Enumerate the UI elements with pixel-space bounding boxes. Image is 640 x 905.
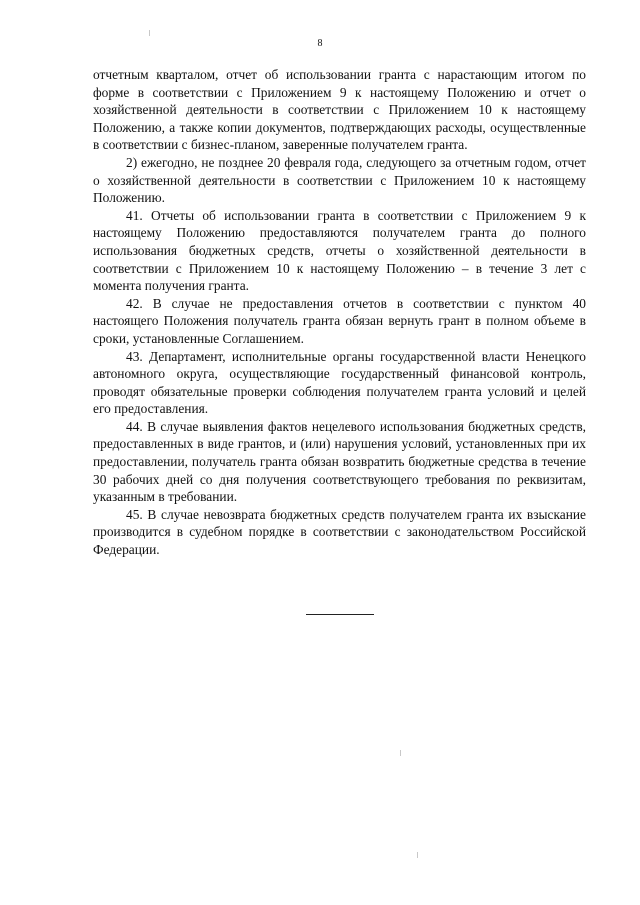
paragraph-continuation: отчетным кварталом, отчет об использовании гранта с нарастающим итогом по форме в соответствии с Приложением 9 к настоящему Положению и отчет о хозяйственной деятельности в соответствии с Приложением 10 к настоящему Положению, а также копии документов, подтверждающих расходы, осуществленные в соответствии с бизнес-планом, заверенные получателем гранта. (93, 67, 586, 153)
document-body (93, 66, 586, 559)
scan-speck (400, 750, 401, 756)
scan-speck (417, 852, 418, 858)
scan-speck (149, 30, 150, 36)
paragraph-item-2: 2) ежегодно, не позднее 20 февраля года, следующего за отчетным годом, отчет о хозяйственной деятельности в соответствии с Приложением 10 к настоящему Положению. (93, 154, 586, 206)
paragraph-clause-42: 42. В случае не предоставления отчетов в соответствии с пунктом 40 настоящего Положения получатель гранта обязан вернуть грант в полном объеме в сроки, установленные Соглашением. (93, 295, 586, 346)
paragraph-clause-41: 41. Отчеты об использовании гранта в соответствии с Приложением 9 к настоящему Положению предоставляются получателем гранта до полного использования бюджетных средств, отчеты о хозяйственной деятельности в соответствии с Приложением 10 к настоящему Положению – в течение 3 лет с момента получения гранта. (93, 207, 586, 294)
end-separator-line (306, 614, 374, 615)
paragraph-clause-44: 44. В случае выявления фактов нецелевого использования бюджетных средств, предоставленных в виде грантов, и (или) нарушения условий, установленных при их предоставлении, получатель гранта обязан возвратить бюджетные средства в течение 30 рабочих дней со дня получения соответствующего требования по реквизитам, указанным в требовании. (93, 418, 586, 505)
paragraph-clause-45: 45. В случае невозврата бюджетных средств получателем гранта их взыскание производится в судебном порядке в соответствии с законодательством Российской Федерации. (93, 506, 586, 558)
page-number: 8 (317, 38, 323, 49)
paragraph-clause-43: 43. Департамент, исполнительные органы государственной власти Ненецкого автономного округа, осуществляющие государственный финансовой контроль, проводят обязательные проверки соблюдения получателем гранта условий и целей его предоставления. (93, 348, 586, 417)
